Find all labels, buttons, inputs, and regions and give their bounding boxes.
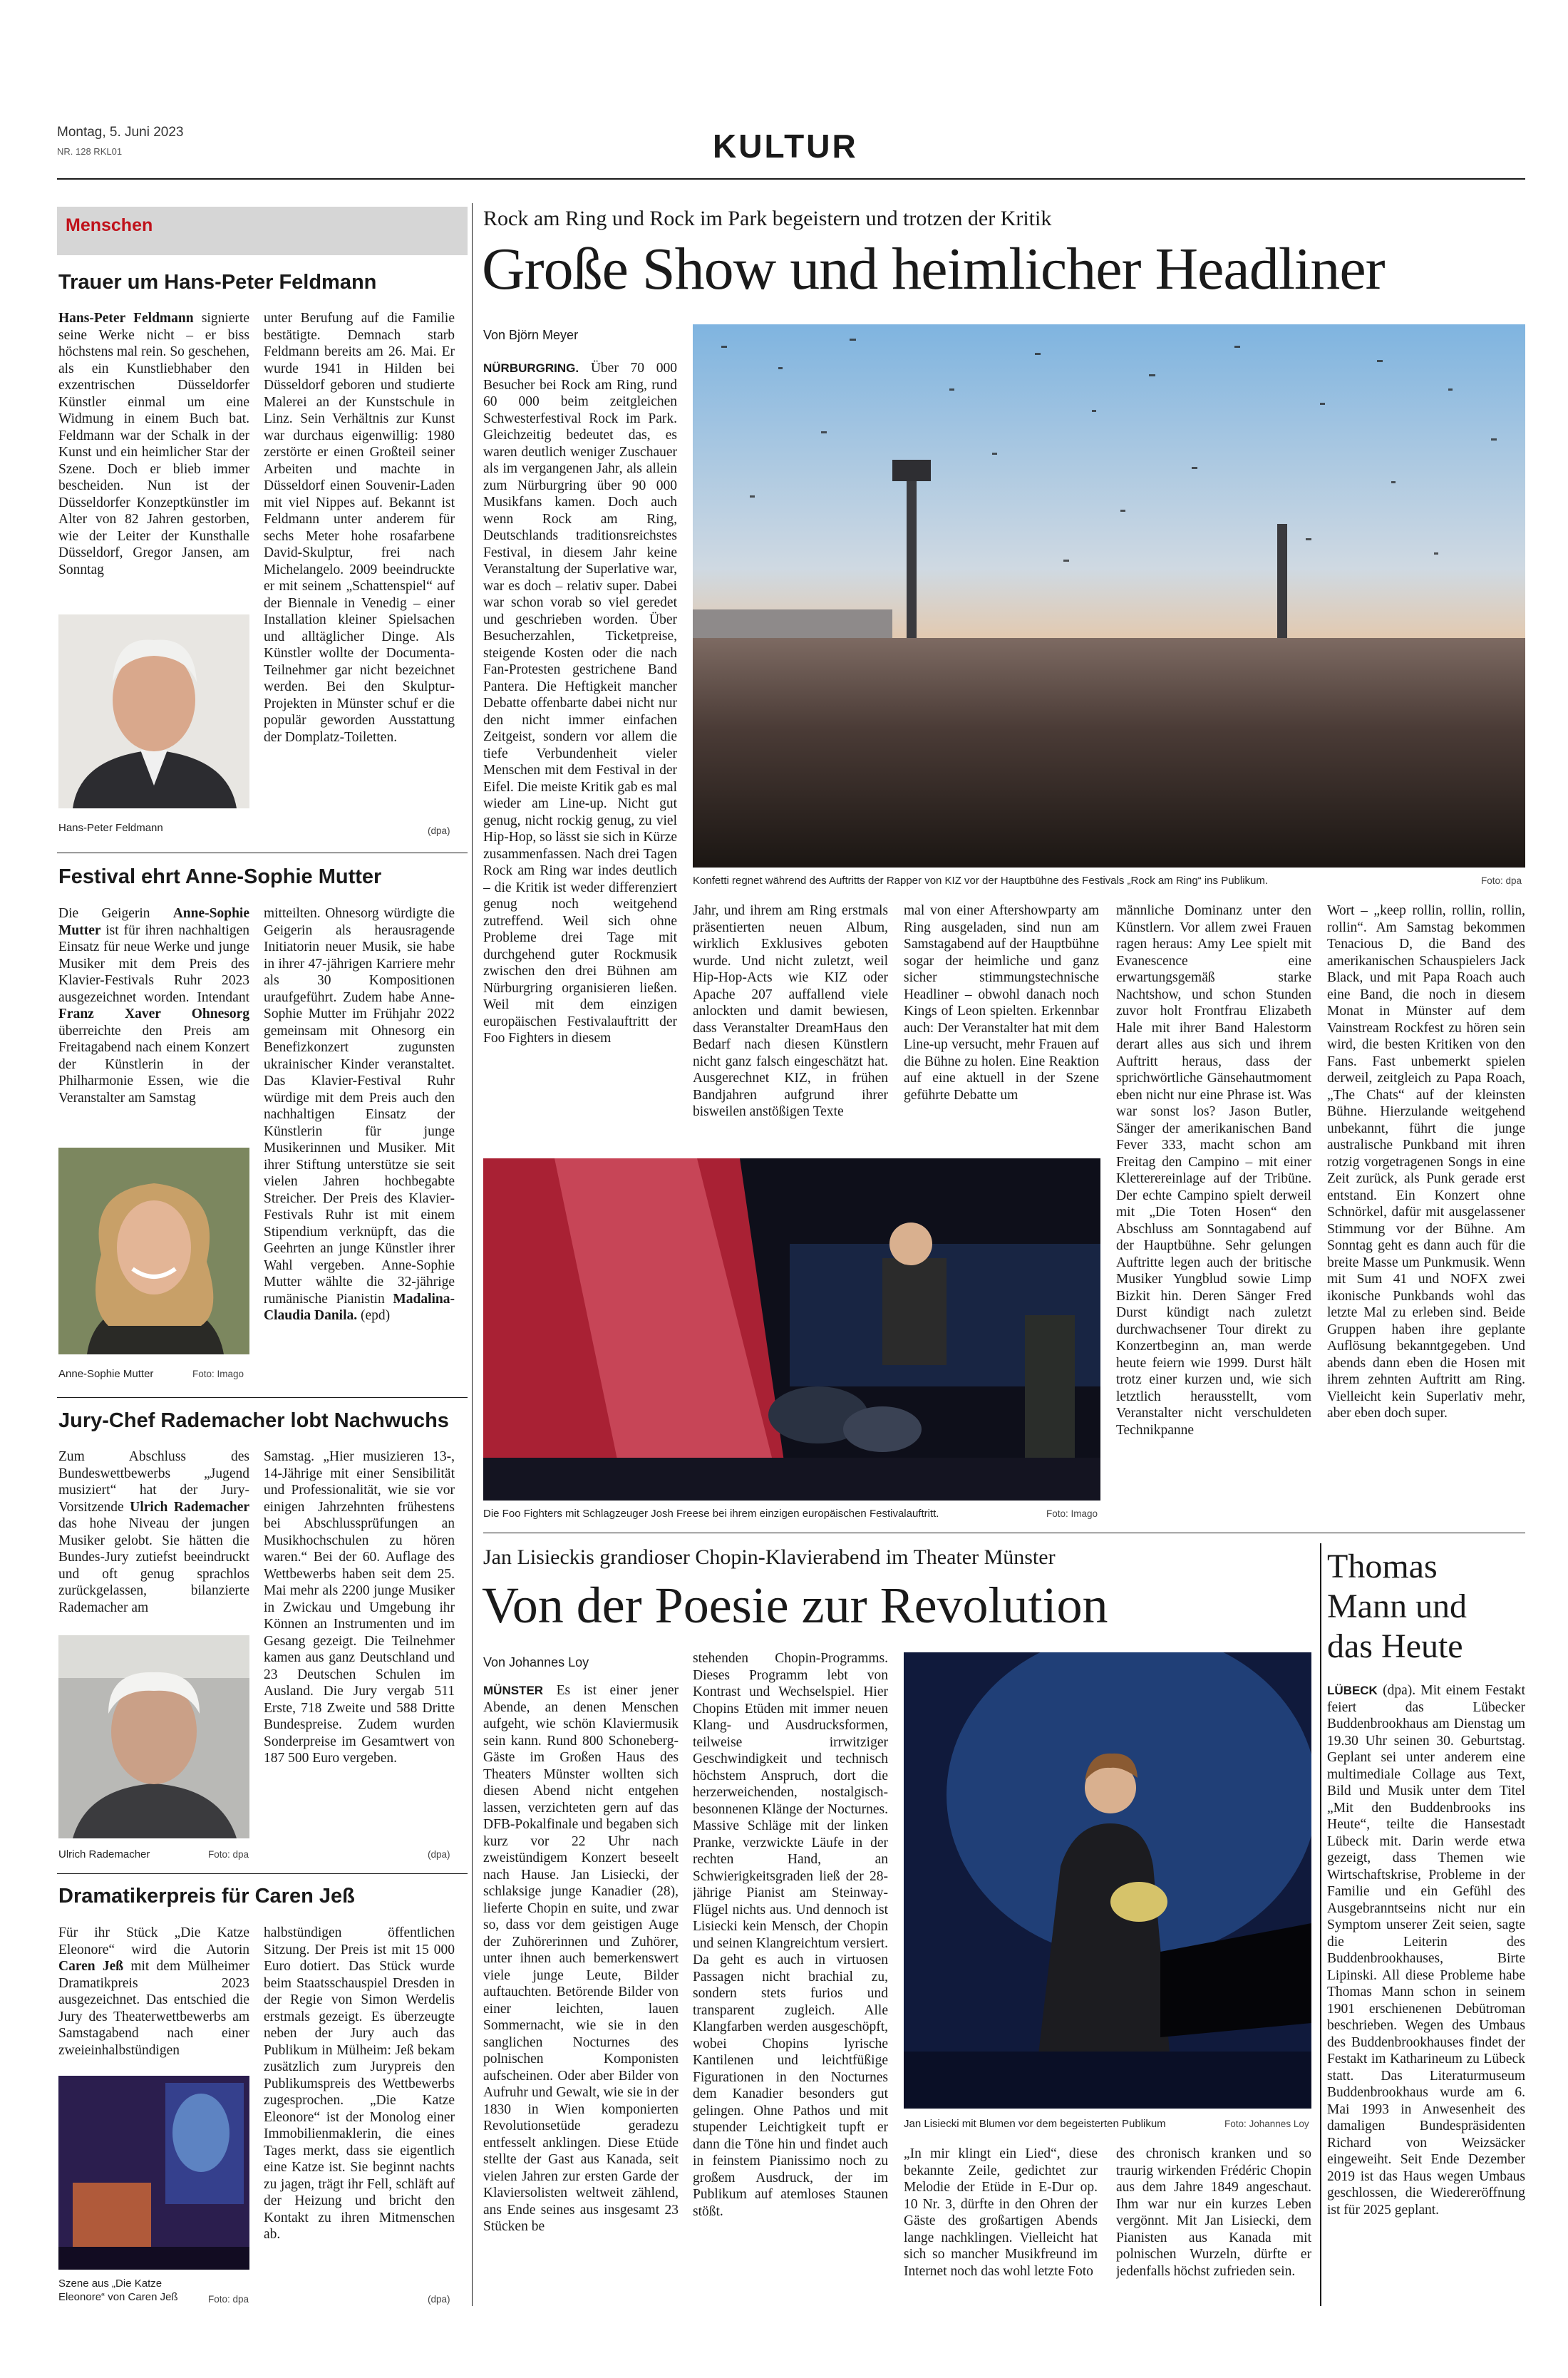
a2-col2 [693,1650,888,2302]
a1-dateline: NÜRBURGRING. [483,361,579,375]
s1-credit: (dpa) [428,825,450,836]
s4-text1a: Für ihr Stück „Die Katze Eleonore“ wird die Autorin [58,1925,249,1957]
a2-kicker: Jan Lisieckis grandioser Chopin-Klavierabend im Theater Münster [483,1545,1056,1569]
s4-text2: halbstündigen öffentlichen Sitzung. Der Preis ist mit 15 000 Euro dotiert. Das Stück wurde beim Staatsschauspiel Dresden in der Regie von Simon Werdelis erstmals gezeigt. Es überzeugte neben der Jury auch das Publikum in Mülheim: Jeß bekam zusätzlich zum Jurypreis den Publikumspreis des Wettbewerbs zugesprochen. „Die Katze Eleonore“ ist der Monolog einer Immobilienmaklerin, die eines Tages merkt, dass sie eigentlich eine Katze ist. Sie beginnt nachts zu jagen, trägt ihr Fell, schläft auf der Heizung und bricht den Kontakt zu ihren Mitmenschen ab. [264,1925,455,2242]
a3-body [1327,1682,1525,2304]
s2-text2: mitteilten. Ohnesorg würdigte die Geigerin als herausragende Initiatorin neuer Musik, sie habe in ihrer 47-jährigen Karriere mehr als 30 Kompositionen uraufgeführt. Zudem habe Anne-Sophie Mutter im Frühjahr 2022 gemeinsam mit Ohnesorg ein Benefizkonzert zugunsten ukrainischer Kinder veranstaltet. Das Klavier-Festival Ruhr würdige mit dem Preis auch den nachhaltigen Einsatz der Künstlerin für junge Musikerinnen und Musiker. Mit ihrer Stiftung unterstütze sie seit vielen Jahren hochbegabte Streicher. Der Preis des Klavier-Festivals Ruhr ist mit einem Stipendium verknüpft, das die Geehrten an junge Künstler ihrer Wahl vergeben. Anne-Sophie Mutter wählte die 32-jährige rumänische Pianistin [264,906,455,1307]
sidebar-s4-title: Dramatikerpreis für Caren Jeß [58,1885,355,1908]
sidebar-s2-col2 [264,905,455,1397]
s1-text2: unter Berufung auf die Familie bestätigte. Demnach starb Feldmann bereits am 26. Mai. Er wurde 1941 in Hilden bei Düsseldorf geboren und studierte Malerei an der Kunstschule in Linz. Sein Verhältnis zur Kunst war durchaus eigenwillig: 1980 zerstörte er einen Großteil seiner Arbeiten und machte in Düsseldorf einen Souvenir-Laden mit viel Nippes auf. Bekannt ist Feldmann unter anderem für sechs Meter hohe rosafarbene David-Skulptur, frei nach Michelangelo. 2009 beeindruckte er mit seinem „Schattenspiel“ auf der Biennale in Venedig – einer Installation kleiner Spielsachen und alltäglicher Dinge. Als Künstler wollte der Documenta-Teilnehmer gar nicht bezeichnet werden. Bei den Skulptur-Projekten in Münster schuf er die populär geworden Ausstattung der Domplatz-Toiletten. [264,311,455,745]
sidebar-s3-col1 [58,1448,249,1627]
sidebar-s3-col2 [264,1448,455,1862]
a1-photo-foo-fighters [483,1158,1100,1501]
a1-headline: Große Show und heimlicher Headliner [482,236,1385,302]
s1-text1: signierte seine Werke nicht – er biss höchstens mal rein. So geschehen, als ein Kunstliebhaber den exzentrischen Düsseldorfer Künstler einmal um eine Widmung in einem Buch bat. Feldmann war der Schalk in der Kunst und ein heimlicher Star der Szene. Doch er blieb immer bescheiden. Nun ist der Düsseldorfer Konzeptkünstler im Alter von 82 Jahren gestorben, wie der Leiter der Kunsthalle Düsseldorf, Gregor Jansen, am Sonntag [58,311,249,577]
sidebar-s2-title: Festival ehrt Anne-Sophie Mutter [58,865,382,888]
a3-dateline: LÜBECK [1327,1684,1378,1697]
a1-text3: mal von einer Aftershowparty am Ring ausgeladen, sind nun am Samstagabend auf der Hauptbühne sogar der heimliche und ganz sicher stimmungstechnische Headliner – obwohl danach noch Kings of Leon spielten. Erkennbar auch: Der Veranstalter hat mit dem Line-up versucht, mehr Frauen auf die Bühne zu holen. Eine Reaktion auf eine aktuell in der Szene geführte Debatte um [904,903,1099,1103]
s2-credit: (epd) [361,1308,391,1323]
s2-text1a: Die Geigerin [58,906,150,921]
s2-name2: Franz Xaver Ohnesorg [58,1007,249,1021]
a1-byline: Von Björn Meyer [483,328,579,342]
a2-col1 [483,1682,679,2302]
a2-photo-credit: Foto: Johannes Loy [1224,2119,1309,2129]
a2-text4: des chronisch kranken und so traurig wirkenden Frédéric Chopin aus dem Jahre 1849 angeschaut. Ihm war nur ein kurzes Leben vergönnt. Mit Jan Lisiecki, dem Pianisten aus Kanada mit polnischen Wurzeln, dürfte er jedenfalls höchst zufrieden sein. [1116,2146,1311,2279]
s2-photo-credit: Foto: Imago [192,1369,244,1379]
sidebar-s1-title: Trauer um Hans-Peter Feldmann [58,271,377,294]
a1-photo2-credit: Foto: Imago [1046,1508,1098,1519]
s2-name1: Anne-Sophie Mutter [58,906,249,938]
a2-photo-lisiecki [904,1652,1311,2109]
sidebar-rule-2 [57,1397,468,1398]
a1-photo1-credit: Foto: dpa [1481,875,1522,886]
s4-name1: Caren Jeß [58,1959,131,1974]
s3-text2: Samstag. „Hier musizieren 13-, 14-Jährige mit einer Sensibilität und Professionalität, wie sie vor einigen Jahrzehnten frühestens bei Abschlussprüfungen an Musikhochschulen zu hören waren.“ Bei der 60. Auflage des Wettbewerbs haben seit dem 25. Mai mehr als 2200 junge Musiker in Zwickau und Umgebung ihr Können an Instrumenten und im Gesang gezeigt. Die Teilnehmer kamen aus ganz Deutschland und 23 Deutschen Schulen im Ausland. Die Jury vergab 511 Erste, 718 Zweite und 588 Dritte Bundespreise. Zudem wurden Sonderpreise im Gesamtwert von 187 500 Euro vergeben. [264,1449,455,1766]
a1-col4 [1116,902,1311,1523]
sidebar-s1-col2 [264,310,455,841]
sidebar-s2-col1 [58,905,249,1137]
s4-text1b: mit dem Mülheimer Dramatikpreis 2023 ausgezeichnet. Das entschied die Jury des Theaterwettbewerbs am Samstagabend nach einer zweieinhalbstündigen [58,1959,249,2058]
a2-byline: Von Johannes Loy [483,1655,589,1669]
a3-divider [1320,1543,1321,2306]
s4-photo-credit: Foto: dpa [208,2294,249,2305]
s1-photo [58,614,249,808]
masthead-edition: NR. 128 RKL01 [57,146,123,157]
s2-name3: Madalina-Claudia Danila. [264,1291,455,1323]
a1-text5: Wort – „keep rollin, rollin, rollin, rollin“. Am Samstag bekommen Tenacious D, die Band des amerikanischen Schauspielers Jack Black, und mit Papa Roach auch eine Band, die noch in diesem Monat in Münster auf dem Vainstream Rockfest zu hören sein wird, die besten Kritiken von den Fans. Fast unbemerkt spielen derweil, zeitgleich zu Papa Roach, „The Chats“ auf der kleinsten Bühne. Hierzulande weitgehend unbekannt, führt die junge australische Punkband mit ihren rotzig vorgetragenen Songs in eine Zeit zurück, als Punk gerade erst entstand. Ein Konzert ohne Schnörkel, dafür mit ausgelassener Stimmung vor der Bühne. Am Sonntag geht es dann auch für die breite Masse um Punkmusik. Wenn mit Sum 41 und NOFX zwei ikonische Punkbands wohl das letzte Mal zu erleben sind. Beide Gruppen haben ihre geplante Auflösung bekanntgegeben. Und abends dann eben die Hosen mit ihrem zehnten Auftritt am Ring. Vielleicht kein Superlativ mehr, aber eben doch super. [1327,903,1525,1421]
sidebar-label: Menschen [66,215,153,235]
a3-headline-3: das Heute [1327,1627,1463,1665]
a1-col3 [904,902,1099,1145]
column-divider [472,203,473,2306]
a3-headline-2: Mann und [1327,1587,1467,1625]
masthead-date: Montag, 5. Juni 2023 [57,125,184,140]
a2-text1: Es ist einer jener Abende, an denen Menschen aufgeht, wie schön Klaviermusik sein kann. Rund 800 Schoneberg-Gäste im Großen Haus des Theaters Münster wollten sich diesen Abend nicht entgehen lassen, verzichteten gern auf das DFB-Pokalfinale und begaben sich kurz vor 22 Uhr nach zweistündigem Konzert beseelt nach Hause. Jan Lisiecki, der schlaksige junge Kanadier (28), lieferte Chopin en suite, und zwar so, dass vor dem geistigen Auge der Zuhörerinnen und Zuhörer, unter ihnen auch bemerkenswert viele junge Leute, Bilder auftauchten. Betörende Bilder von einer leichten, lauen Sommernacht, wie sie in den sanglichen Nocturnes des polnischen Komponisten aufscheinen. Oder aber Bilder von Aufruhr und Gewalt, wie sie in der 1830 in Wien komponierten Revolutionsetüde geradezu entfesselt anklingen. Diese Etüde stellte der Gast aus Kanada, seit vielen Jahren zur ersten Garde der Klaviersolisten weltweit zählend, ans Ende seines aus insgesamt 23 Stücken be [483,1683,679,2234]
sidebar-s4-col2 [264,1925,455,2313]
masthead-rule [57,178,1525,180]
section-title: KULTUR [713,128,858,165]
s4-credit: (dpa) [428,2294,450,2305]
s2-text1b: ist für ihren nachhaltigen Einsatz für neue Werke und junge Musiker mit dem Preis des Klavier-Festivals Ruhr 2023 ausgezeichnet worden. Intendant [58,922,249,1005]
a1-col2 [693,902,888,1145]
a2-text3: „In mir klingt ein Lied“, diese bekannte Zeile, gedichtet zur Melodie der Etüde in E-Dur op. 10 Nr. 3, dürfte in den Ohren der Gäste des großartigen Abends lange nachklingen. Vielleicht hat sich so mancher Musikfreund im Internet noch das wohl letzte Foto [904,2146,1098,2279]
a1-photo2-caption: Die Foo Fighters mit Schlagzeuger Josh Freese bei ihrem einzigen europäischen Festivalauftritt. [483,1508,939,1520]
a2-col3 [904,2146,1098,2302]
sidebar-s4-col1 [58,1925,249,2071]
a1-text4: männliche Dominanz unter den Künstlern. Vor allem zwei Frauen ragen heraus: Amy Lee spielt mit Evanescence eine erwartungsgemäß starke Nachtshow, und schon Stunden zuvor holt Frontfrau Elizabeth Hale mit ihrer Band Halestorm derart alles aus sich und ihrem Auftritt heraus, dass der sprichwörtliche Gänsehautmoment eben nicht nur eine Phrase ist. Was war sonst los? Jason Butler, Sänger der amerikanischen Band Fever 333, macht schon am Freitag den Campino – mit einer Kletterereinlage auf der Tribüne. Der echte Campino spielt derweil mit „Die Toten Hosen“ den Abschluss am Sonntagabend auf der Hauptbühne. Sehr gelungen Auftritte legen auch der britische Musiker Yungblud sowie Limp Bizkit hin. Deren Sänger Fred Durst kündigt nach zuletzt durchwachsener Tour direkt zu Konzertbeginn an, man werde heute feiern wie 1999. Durst hält trotz einer kurzen und, wie sich letztlich herausstellt, vom Veranstalter nicht verschuldeten Technikpanne [1116,903,1311,1438]
s3-photo [58,1635,249,1838]
a3-text: (dpa). Mit einem Festakt feiert das Lübecker Buddenbrookhaus am Dienstag um 19.30 Uhr seinen 30. Geburtstag. Geplant sei unter anderem eine multimediale Collage aus Text, Bild und Musik unter dem Titel „Mit den Buddenbrooks ins Heute“, teilte die Hansestadt Lübeck mit. Darin werde etwa gezeigt, dass Themen wie Wirtschaftskrise, Probleme in der Familie und ein Gefühl des Ausgebranntseins nicht nur ein Symptom unserer Zeit seien, sagte die Leiterin des Buddenbrookhauses, Birte Lipinski. All diese Probleme habe Thomas Mann schon in seinem 1901 erschienenen Debütroman beschrieben. Wegen des Umbaus des Buddenbrookhauses findet der Festakt im Katharineum zu Lübeck statt. Das Literaturmuseum Buddenbrookhaus wurde am 6. Mai 1993 in Anwesenheit des damaligen Bundespräsidenten Richard von Weizsäcker eingeweiht. Seit Ende Dezember 2019 ist das Haus wegen Umbaus geschlossen, die Wiedereröffnung ist für 2025 geplant. [1327,1683,1525,2218]
s2-photo [58,1148,249,1354]
s1-caption: Hans-Peter Feldmann [58,822,163,834]
sidebar-s3-title: Jury-Chef Rademacher lobt Nachwuchs [58,1409,449,1432]
a1-text2: Jahr, und ihrem am Ring erstmals präsentierten neuen Album, wirklich Exklusives geboten wurde. Und nicht zuletzt, weil Hip-Hop-Acts wie KIZ oder Apache 207 auffallend viele anlockten und damit bewiesen, dass Veranstalter DreamHaus den Bedarf nach diesen Künstlern nicht ganz falsch eingeschätzt hat. Ausgerechnet KIZ, in frühen Bandjahren aufgrund ihrer bisweilen anstößigen Texte [693,903,888,1119]
a1-col5 [1327,902,1525,1523]
a1-photo-festival [693,324,1525,868]
s3-text1b: das hohe Niveau der jungen Musiker gelobt. Sie hätten die Bundes-Jury zutiefst beeindruckt und oft genug sprachlos zurückgelassen, bilanzierte Rademacher am [58,1516,249,1615]
a2-photo-caption: Jan Lisiecki mit Blumen vor dem begeisterten Publikum [904,2118,1166,2130]
s4-caption: Szene aus „Die Katze Eleonore“ von Caren Jeß [58,2277,178,2303]
s3-text1a: Zum Abschluss des Bundeswettbewerbs „Jugend musiziert“ hat der Jury-Vorsitzende [58,1449,249,1515]
a2-headline: Von der Poesie zur Revolution [482,1577,1108,1634]
a2-col4 [1116,2146,1311,2302]
a1-text1: Über 70 000 Besucher bei Rock am Ring, rund 60 000 beim zeitgleichen Schwesterfestival Rock im Park. Gleichzeitig bedeutet das, es waren deutlich weniger Zuschauer als im vergangenen Jahr, als allein zum Nürburgring über 90 000 Musikfans kamen. Doch auch wenn Rock am Ring, Deutschlands traditionsreichstes Festival, in diesem Jahr keine Veranstaltung der Superlative war, war es doch – relativ super. Dabei war schon vorab so viel geredet und geschrieben worden. Über Besucherzahlen, Ticketpreise, steigende Kosten oder die nach Fan-Protesten gestrichene Band Pantera. Die Heftigkeit mancher Debatte offenbarte dabei nicht nur den nicht immer einfachen Zeitgeist, sondern vor allem die tiefe Verbundenheit vieler Menschen mit dem Festival in der Eifel. Die meiste Kritik gab es mal wieder am Line-up. Nicht gut genug, nicht rockig genug, zu viel Hip-Hop, so lässt sie sich in Kürze zusammenfassen. Nach drei Tagen Rock am Ring war indes deutlich – die Kritik ist weder differenziert genug noch weitgehend zutreffend. Weil sich ohne Probleme drei Tage mit durchgehend guter Rockmusik zwischen den drei Bühnen am Nürburgring organisieren ließen. Weil mit dem einzigen europäischen Festivalauftritt der Foo Fighters in diesem [483,361,677,1046]
a2-text2: stehenden Chopin-Programms. Dieses Programm lebt von Kontrast und Wechselspiel. Hier Chopins Etüden mit immer neuen Klang- und Ausdrucksformen, teilweise irrwitziger Geschwindigkeit und technisch höchstem Anspruch, dort die herzerweichenden, nostalgisch-besonnenen Klänge der Nocturnes. Massive Schläge mit der linken Pranke, verzwickte Läufe in der rechten Hand, an Schwierigkeitsgraden ließ der 28-jährige Pianist am Steinway-Flügel nichts aus. Und dennoch ist Lisiecki kein Mensch, der Chopin und seinen Klangreichtum versiert. Da geht es auch in virtuosen Passagen nicht brachial zu, sondern stets furios und transparent zugleich. Alle Klangfarben werden ausgeschöpft, wobei Chopins lyrische Kantilenen und leichtfüßige Figurationen in den Nocturnes dem Kanadier besonders gut gelingen. Ohne Pathos und mit stupender Leichtigkeit tupft er dann die Töne hin und findet auch in feinstem Pianissimo noch zu großem Ausdruck, der im Publikum auf atemloses Staunen stößt. [693,1651,888,2219]
s1-lead-name: Hans-Peter Feldmann [58,311,202,326]
s4-photo [58,2076,249,2270]
s3-caption: Ulrich Rademacher [58,1848,150,1860]
a3-headline-1: Thomas [1327,1548,1438,1585]
s2-caption: Anne-Sophie Mutter [58,1368,154,1380]
sidebar-rule-3 [57,1873,468,1874]
s3-photo-credit: Foto: dpa [208,1849,249,1860]
s2-text1c: überreichte den Preis am Freitagabend nach einem Konzert der Künstlerin in der Philharmonie Essen, wie die Veranstalter am Samstag [58,1023,249,1106]
s3-name1: Ulrich Rademacher [130,1499,249,1515]
a1-kicker: Rock am Ring und Rock im Park begeistern und trotzen der Kritik [483,207,1052,230]
sidebar-s1-col1 [58,310,249,609]
s3-credit: (dpa) [428,1849,450,1860]
a2-dateline: MÜNSTER [483,1684,544,1697]
a1-photo1-caption: Konfetti regnet während des Auftritts der Rapper von KIZ vor der Hauptbühne des Festivals „Rock am Ring“ ins Publikum. [693,875,1269,887]
